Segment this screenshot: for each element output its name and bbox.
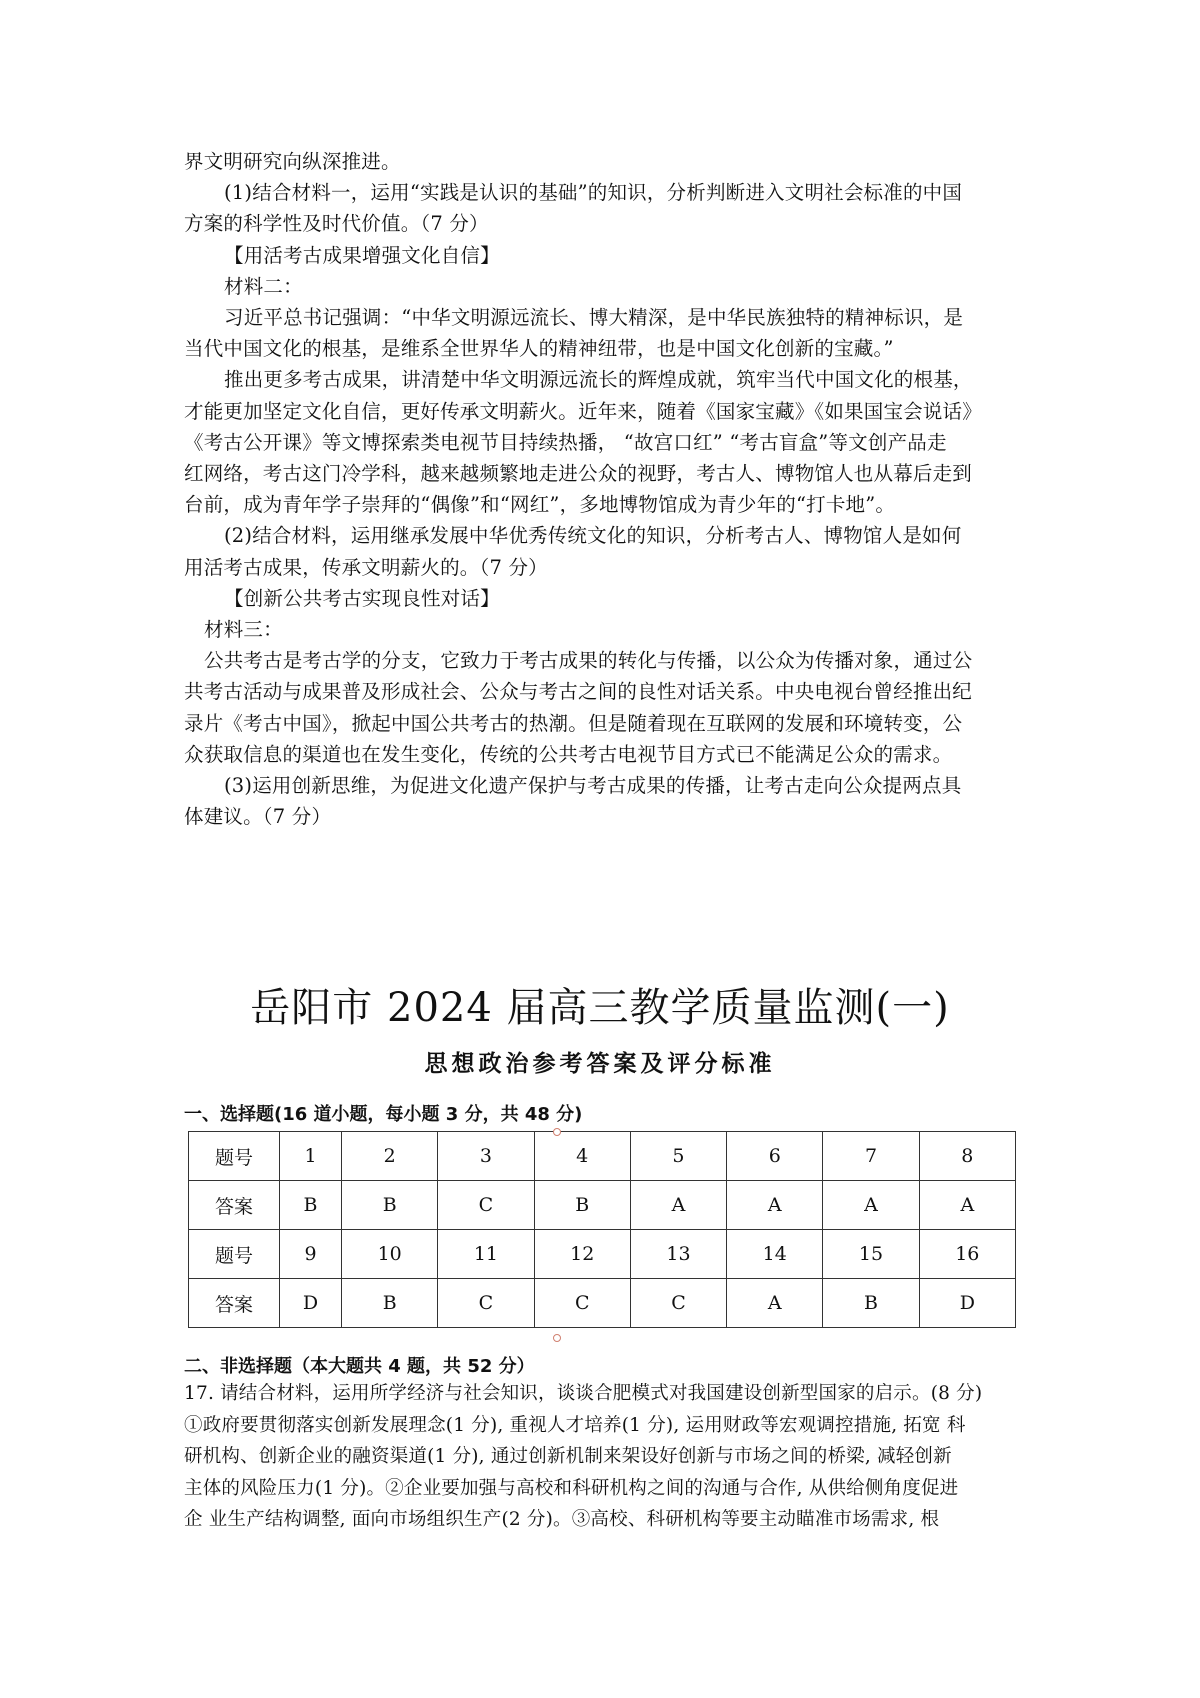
table-row (189, 1181, 1016, 1230)
table-cell: A (823, 1181, 919, 1230)
text-line: 界文明研究向纵深推进。 (184, 150, 401, 173)
material-label: 材料二： (224, 274, 303, 298)
text-line: 《考古公开课》等文博探索类电视节目持续热播， “故宫口红” “考古盲盒”等文创产品走 (184, 430, 947, 454)
table-cell: 6 (727, 1132, 823, 1181)
table-cell: A (727, 1279, 823, 1328)
text-line: 众获取信息的渠道也在发生变化，传统的公共考古电视节目方式已不能满足公众的需求。 (184, 742, 953, 766)
row-label: 题号 (189, 1230, 280, 1279)
section-heading: 【创新公共考古实现良性对话】 (224, 586, 500, 610)
table-cell: 15 (823, 1230, 919, 1279)
text-line: 公共考古是考古学的分支，它致力于考古成果的转化与传播，以公众为传播对象，通过公 (204, 649, 973, 673)
table-cell: 11 (438, 1230, 534, 1279)
question-1: (1)结合材料一，运用“实践是认识的基础”的知识，分析判断进入文明社会标准的中国 (224, 181, 963, 205)
row-label: 答案 (189, 1181, 280, 1230)
table-cell: 9 (280, 1230, 342, 1279)
table-cell: C (438, 1279, 534, 1328)
text-line: 台前，成为青年学子崇拜的“偶像”和“网红”，多地博物馆成为青少年的“打卡地”。 (184, 493, 896, 517)
text-line: 企 业生产结构调整, 面向市场组织生产(2 分)。③高校、科研机构等要主动瞄准市场需求, 根 (184, 1509, 940, 1530)
table-cell: B (823, 1279, 919, 1328)
text-line: ①政府要贯彻落实创新发展理念(1 分), 重视人才培养(1 分), 运用财政等宏观调控措施, 拓宽 科 (184, 1414, 966, 1436)
row-label: 题号 (189, 1132, 280, 1181)
table-cell: 10 (342, 1230, 438, 1279)
table-cell: 13 (630, 1230, 726, 1279)
table-cell: A (630, 1181, 726, 1230)
question-17-answer (184, 1378, 1022, 1536)
question-2: (2)结合材料，运用继承发展中华优秀传统文化的知识，分析考古人、博物馆人是如何 (224, 524, 962, 548)
table-cell: 14 (727, 1230, 823, 1279)
text-line: 推出更多考古成果，讲清楚中华文明源远流长的辉煌成就，筑牢当代中国文化的根基， (224, 368, 973, 392)
section-heading-choice: 一、选择题(16 道小题，每小题 3 分，共 48 分) (184, 1104, 583, 1125)
table-cell: C (438, 1181, 534, 1230)
text-line: 用活考古成果，传承文明薪火的。（7 分） (184, 555, 548, 579)
marker-dot (553, 1334, 561, 1342)
marker-dot (553, 1128, 561, 1136)
row-label: 答案 (189, 1279, 280, 1328)
table-cell: 7 (823, 1132, 919, 1181)
text-line: 体建议。（7 分） (184, 805, 332, 829)
table-cell: 3 (438, 1132, 534, 1181)
text-line: 主体的风险压力(1 分)。②企业要加强与高校和科研机构之间的沟通与合作, 从供给侧角度促进 (184, 1477, 959, 1499)
table-cell: 5 (630, 1132, 726, 1181)
table-cell: 12 (534, 1230, 630, 1279)
material-section (184, 146, 1022, 832)
material-label: 材料三： (204, 618, 283, 642)
text-line: 研机构、创新企业的融资渠道(1 分), 通过创新机制来架设好创新与市场之间的桥梁, 减轻创新 (184, 1446, 952, 1467)
table-row (189, 1230, 1016, 1279)
table-cell: 1 (280, 1132, 342, 1181)
section-heading-nonchoice: 二、非选择题（本大题共 4 题，共 52 分） (184, 1356, 535, 1377)
table-cell: 16 (919, 1230, 1015, 1279)
text-line: 当代中国文化的根基，是维系全世界华人的精神纽带，也是中国文化创新的宝藏。” (184, 337, 894, 361)
page-title: 岳阳市 2024 届高三教学质量监测(一) (250, 985, 950, 1031)
table-cell: D (919, 1279, 1015, 1328)
question-3: (3)运用创新思维，为促进文化遗产保护与考古成果的传播，让考古走向公众提两点具 (224, 774, 962, 798)
table-cell: B (280, 1181, 342, 1230)
table-cell: C (534, 1279, 630, 1328)
table-cell: 4 (534, 1132, 630, 1181)
table-cell: A (919, 1181, 1015, 1230)
table-cell: 8 (919, 1132, 1015, 1181)
table-cell: B (342, 1279, 438, 1328)
text-line: 录片《考古中国》，掀起中国公共考古的热潮。但是随着现在互联网的发展和环境转变，公 (184, 711, 963, 735)
text-line: 共考古活动与成果普及形成社会、公众与考古之间的良性对话关系。中央电视台曾经推出纪 (184, 680, 973, 704)
section-heading: 【用活考古成果增强文化自信】 (224, 243, 500, 267)
table-cell: C (630, 1279, 726, 1328)
table-cell: A (727, 1181, 823, 1230)
text-line: 17. 请结合材料，运用所学经济与社会知识，谈谈合肥模式对我国建设创新型国家的启示。(8 分) (184, 1383, 983, 1404)
text-line: 方案的科学性及时代价值。（7 分） (184, 212, 489, 236)
table-row (189, 1132, 1016, 1181)
table-cell: B (342, 1181, 438, 1230)
text-line: 红网络，考古这门冷学科，越来越频繁地走进公众的视野，考古人、博物馆人也从幕后走到 (184, 462, 973, 486)
table-cell: B (534, 1181, 630, 1230)
table-cell: 2 (342, 1132, 438, 1181)
table-cell: D (280, 1279, 342, 1328)
text-line: 才能更加坚定文化自信，更好传承文明薪火。近年来，随着《国家宝藏》《如果国宝会说话》 (184, 399, 982, 423)
page-subtitle: 思想政治参考答案及评分标准 (424, 1051, 776, 1077)
text-line: 习近平总书记强调：“中华文明源远流长、博大精深，是中华民族独特的精神标识，是 (224, 306, 964, 330)
table-row (189, 1279, 1016, 1328)
answer-table (188, 1131, 1016, 1328)
